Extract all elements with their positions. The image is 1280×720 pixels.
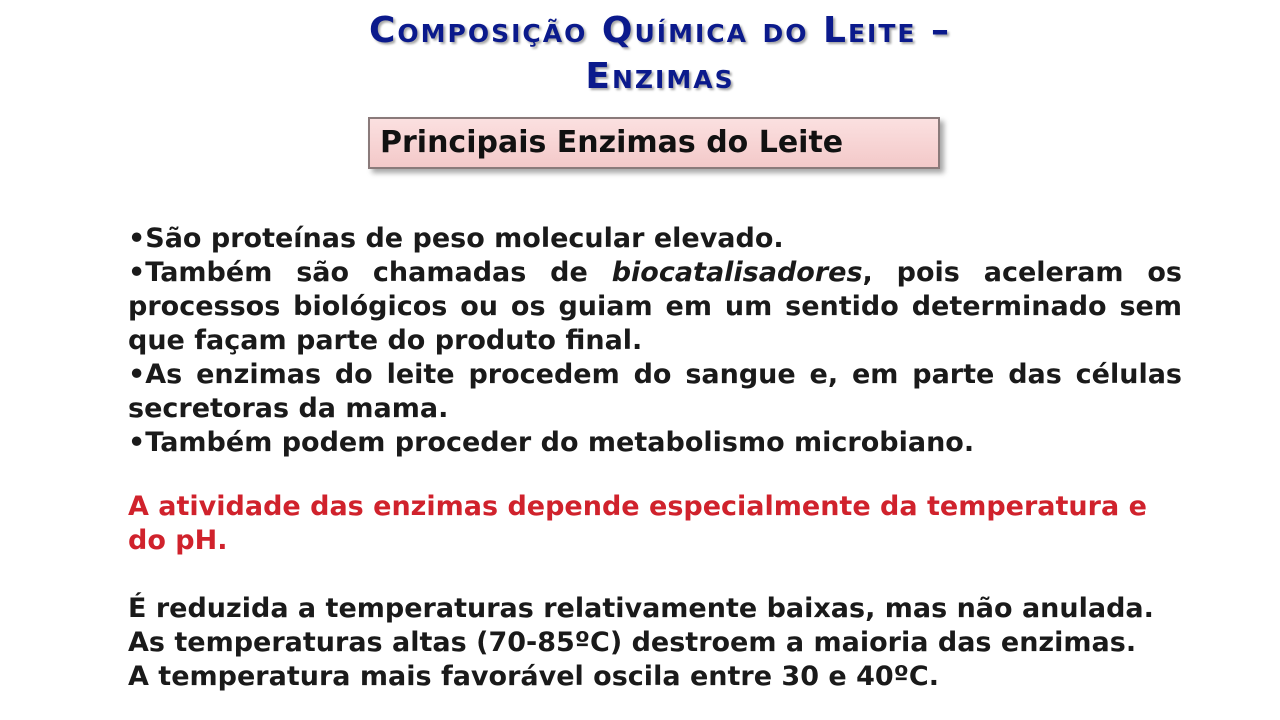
bullet-item xyxy=(128,256,1182,358)
bullet-text-after: , pois aceleram os processos biológicos ou os guiam em um sentido determinado sem que façam parte do produto final. xyxy=(128,257,1182,356)
bullet-marker: • xyxy=(128,359,146,390)
temperature-notes xyxy=(128,592,1182,694)
bullet-text: Também podem proceder do metabolismo microbiano. xyxy=(145,427,975,458)
slide-title xyxy=(240,8,1080,100)
bullet-italic-term: biocatalisadores xyxy=(611,257,863,288)
temperature-note: A temperatura mais favorável oscila entre 30 e 40ºC. xyxy=(128,661,939,692)
bullet-text: As enzimas do leite procedem do sangue e, em parte das células secretoras da mama. xyxy=(128,359,1182,424)
temperature-note: É reduzida a temperaturas relativamente baixas, mas não anulada. xyxy=(128,593,1154,624)
bullet-item xyxy=(128,358,1182,426)
bullet-marker: • xyxy=(128,257,146,288)
content-body xyxy=(128,222,1182,694)
bullet-marker: • xyxy=(128,427,146,458)
section-heading: Principais Enzimas do Leite xyxy=(380,125,844,160)
temperature-note: As temperaturas altas (70-85ºC) destroem a maioria das enzimas. xyxy=(128,627,1137,658)
highlight-statement: A atividade das enzimas depende especialmente da temperatura e do pH. xyxy=(128,491,1147,556)
bullet-marker: • xyxy=(128,223,146,254)
slide-title-line-1: Composição Química do Leite – xyxy=(368,10,952,51)
section-heading-box xyxy=(368,117,940,169)
bullet-text-before: Também são chamadas de xyxy=(145,257,612,288)
slide-title-line-2: Enzimas xyxy=(585,56,735,97)
bullet-item xyxy=(128,222,1182,256)
bullet-item xyxy=(128,426,1182,460)
bullet-text: São proteínas de peso molecular elevado. xyxy=(145,223,784,254)
